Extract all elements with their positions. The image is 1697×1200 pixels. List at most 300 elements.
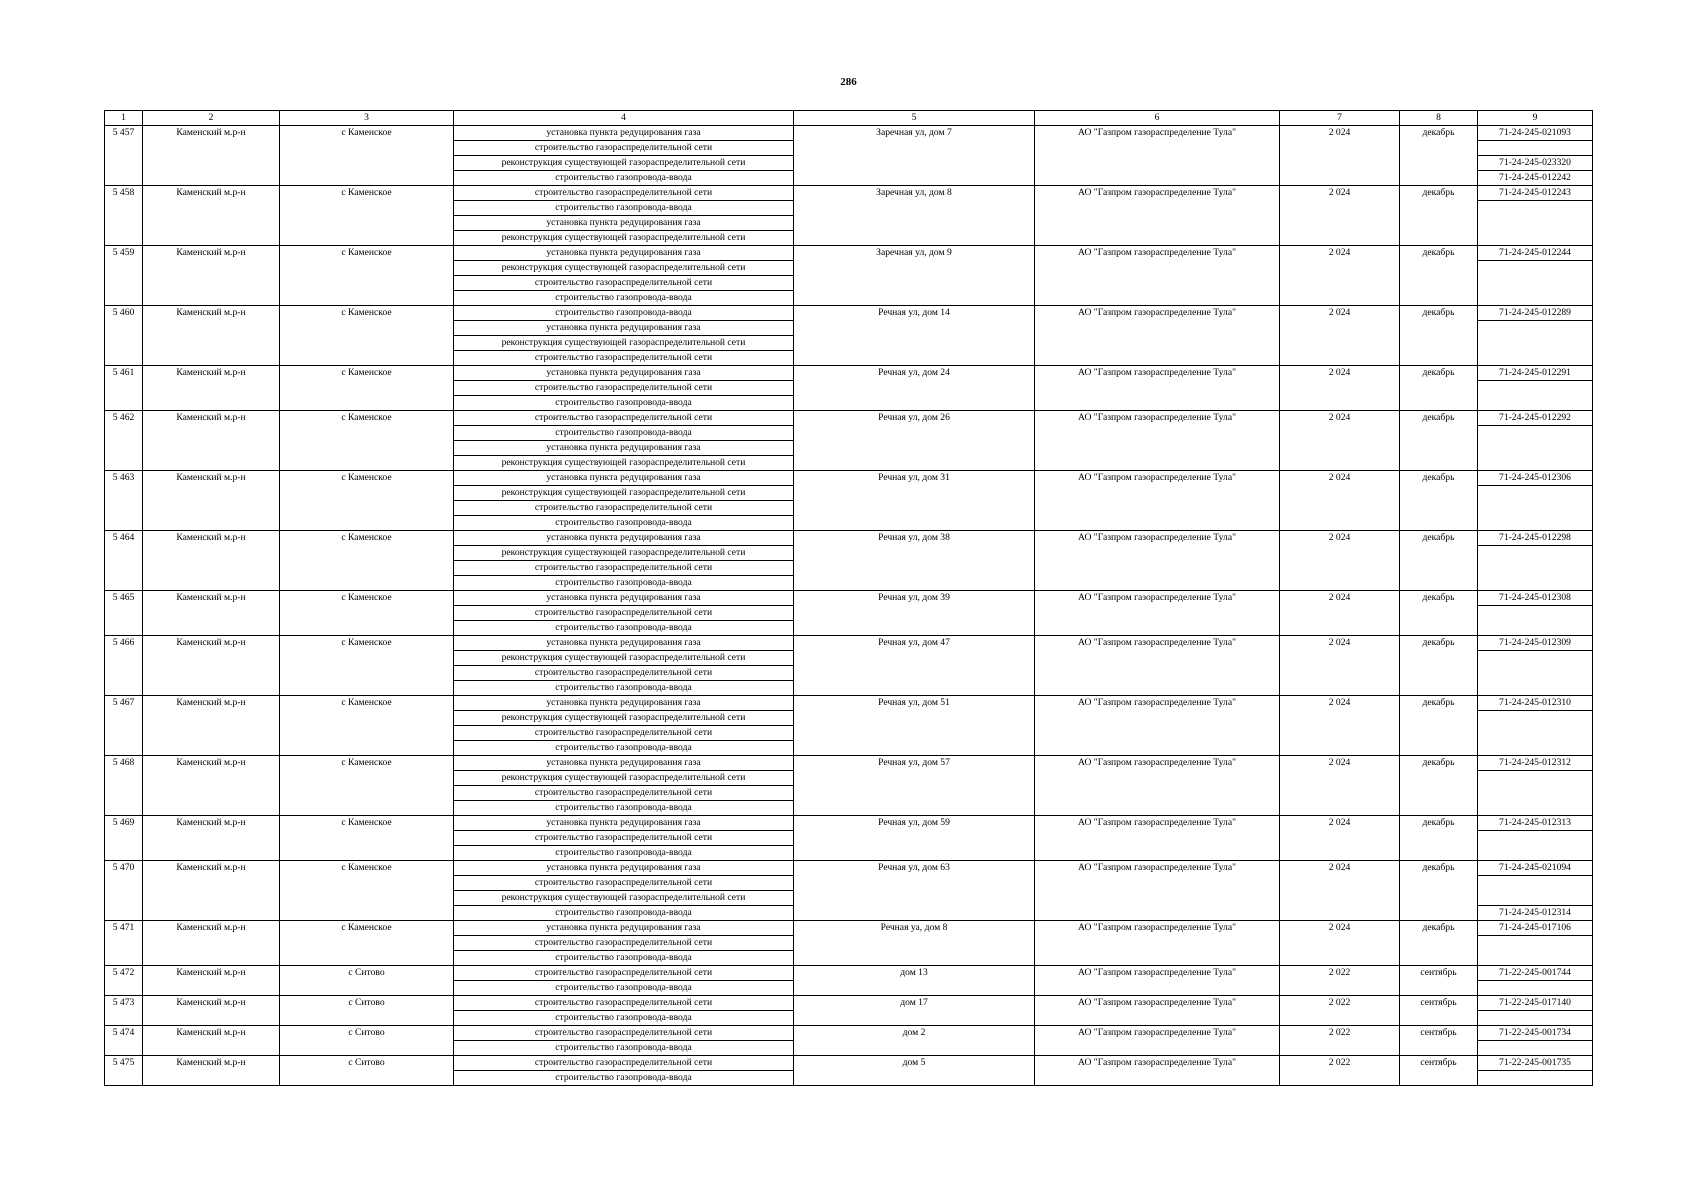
table-row-continuation xyxy=(105,576,1593,591)
application-code-cont xyxy=(1478,231,1593,246)
organization-cont xyxy=(1035,576,1280,591)
district: Каменский м.р-н xyxy=(143,966,280,981)
organization-cont xyxy=(1035,291,1280,306)
year-cont xyxy=(1280,381,1400,396)
district-cont xyxy=(143,906,280,921)
application-code: 71-24-245-012314 xyxy=(1478,906,1593,921)
district-cont xyxy=(143,726,280,741)
record-number-cont xyxy=(105,261,143,276)
settlement-cont xyxy=(280,216,454,231)
settlement-cont xyxy=(280,336,454,351)
district-cont xyxy=(143,486,280,501)
organization-cont xyxy=(1035,681,1280,696)
work-type: установка пункта редуцирования газа xyxy=(454,246,794,261)
organization-cont xyxy=(1035,381,1280,396)
work-type: реконструкция существующей газораспределительной сети xyxy=(454,546,794,561)
settlement-cont xyxy=(280,981,454,996)
month-cont xyxy=(1400,456,1478,471)
work-type: строительство газораспределительной сети xyxy=(454,966,794,981)
settlement-cont xyxy=(280,381,454,396)
year-cont xyxy=(1280,621,1400,636)
work-type: реконструкция существующей газораспределительной сети xyxy=(454,891,794,906)
table-row-continuation xyxy=(105,261,1593,276)
organization-cont xyxy=(1035,456,1280,471)
organization-cont xyxy=(1035,786,1280,801)
table-row xyxy=(105,921,1593,936)
record-number-cont xyxy=(105,456,143,471)
month-cont xyxy=(1400,831,1478,846)
record-number-cont xyxy=(105,891,143,906)
month-cont xyxy=(1400,906,1478,921)
month-cont xyxy=(1400,351,1478,366)
address-cont xyxy=(794,216,1035,231)
work-type: строительство газораспределительной сети xyxy=(454,996,794,1011)
record-number: 5 459 xyxy=(105,246,143,261)
year-cont xyxy=(1280,666,1400,681)
record-number-cont xyxy=(105,876,143,891)
record-number-cont xyxy=(105,291,143,306)
application-code: 71-24-245-012312 xyxy=(1478,756,1593,771)
table-row-continuation xyxy=(105,741,1593,756)
application-code-cont xyxy=(1478,426,1593,441)
address-cont xyxy=(794,891,1035,906)
application-code-cont xyxy=(1478,276,1593,291)
district: Каменский м.р-н xyxy=(143,246,280,261)
settlement-cont xyxy=(280,771,454,786)
record-number-cont xyxy=(105,381,143,396)
settlement-cont xyxy=(280,951,454,966)
application-code: 71-24-245-012298 xyxy=(1478,531,1593,546)
organization-cont xyxy=(1035,486,1280,501)
district-cont xyxy=(143,216,280,231)
application-code-cont xyxy=(1478,456,1593,471)
settlement: с Каменское xyxy=(280,306,454,321)
settlement: с Каменское xyxy=(280,186,454,201)
application-code-cont xyxy=(1478,651,1593,666)
district: Каменский м.р-н xyxy=(143,756,280,771)
application-code-cont xyxy=(1478,741,1593,756)
table-row-continuation xyxy=(105,426,1593,441)
work-type: строительство газораспределительной сети xyxy=(454,381,794,396)
table-row xyxy=(105,366,1593,381)
table-row-continuation xyxy=(105,681,1593,696)
address-cont xyxy=(794,831,1035,846)
organization: АО "Газпром газораспределение Тула" xyxy=(1035,186,1280,201)
table-row-continuation xyxy=(105,786,1593,801)
settlement-cont xyxy=(280,426,454,441)
table-row-continuation xyxy=(105,336,1593,351)
district-cont xyxy=(143,621,280,636)
district: Каменский м.р-н xyxy=(143,1056,280,1071)
settlement-cont xyxy=(280,1071,454,1086)
application-code-cont xyxy=(1478,321,1593,336)
table-row-continuation xyxy=(105,141,1593,156)
record-number-cont xyxy=(105,441,143,456)
work-type: строительство газопровода-ввода xyxy=(454,981,794,996)
organization: АО "Газпром газораспределение Тула" xyxy=(1035,966,1280,981)
address-cont xyxy=(794,681,1035,696)
table-row-continuation xyxy=(105,516,1593,531)
application-code-cont xyxy=(1478,216,1593,231)
record-number-cont xyxy=(105,846,143,861)
month-cont xyxy=(1400,276,1478,291)
application-code: 71-24-245-012313 xyxy=(1478,816,1593,831)
year-cont xyxy=(1280,291,1400,306)
month-cont xyxy=(1400,1041,1478,1056)
record-number-cont xyxy=(105,321,143,336)
work-type: строительство газопровода-ввода xyxy=(454,576,794,591)
record-number: 5 462 xyxy=(105,411,143,426)
organization-cont xyxy=(1035,711,1280,726)
year: 2 024 xyxy=(1280,921,1400,936)
application-code: 71-22-245-017140 xyxy=(1478,996,1593,1011)
district: Каменский м.р-н xyxy=(143,996,280,1011)
settlement-cont xyxy=(280,846,454,861)
work-type: строительство газораспределительной сети xyxy=(454,186,794,201)
month-cont xyxy=(1400,396,1478,411)
application-code: 71-24-245-012310 xyxy=(1478,696,1593,711)
address: Речная ул, дом 14 xyxy=(794,306,1035,321)
settlement: с Ситово xyxy=(280,996,454,1011)
district-cont xyxy=(143,171,280,186)
address: Речная ул, дом 57 xyxy=(794,756,1035,771)
work-type: строительство газопровода-ввода xyxy=(454,291,794,306)
address-cont xyxy=(794,906,1035,921)
district-cont xyxy=(143,501,280,516)
record-number-cont xyxy=(105,501,143,516)
organization-cont xyxy=(1035,336,1280,351)
district: Каменский м.р-н xyxy=(143,366,280,381)
year-cont xyxy=(1280,201,1400,216)
organization-cont xyxy=(1035,951,1280,966)
month-cont xyxy=(1400,381,1478,396)
settlement: с Каменское xyxy=(280,591,454,606)
settlement-cont xyxy=(280,666,454,681)
settlement-cont xyxy=(280,681,454,696)
organization-cont xyxy=(1035,321,1280,336)
organization-cont xyxy=(1035,726,1280,741)
organization: АО "Газпром газораспределение Тула" xyxy=(1035,591,1280,606)
district-cont xyxy=(143,561,280,576)
organization: АО "Газпром газораспределение Тула" xyxy=(1035,696,1280,711)
work-type: установка пункта редуцирования газа xyxy=(454,861,794,876)
address: Речная ул, дом 38 xyxy=(794,531,1035,546)
table-row xyxy=(105,1026,1593,1041)
application-code: 71-22-245-001734 xyxy=(1478,1026,1593,1041)
district: Каменский м.р-н xyxy=(143,186,280,201)
record-number-cont xyxy=(105,651,143,666)
organization-cont xyxy=(1035,1011,1280,1026)
organization-cont xyxy=(1035,771,1280,786)
year-cont xyxy=(1280,261,1400,276)
settlement-cont xyxy=(280,876,454,891)
address-cont xyxy=(794,741,1035,756)
month-cont xyxy=(1400,321,1478,336)
record-number-cont xyxy=(105,426,143,441)
district: Каменский м.р-н xyxy=(143,861,280,876)
organization: АО "Газпром газораспределение Тула" xyxy=(1035,861,1280,876)
application-code-cont xyxy=(1478,711,1593,726)
year: 2 024 xyxy=(1280,816,1400,831)
year: 2 024 xyxy=(1280,126,1400,141)
application-code: 71-24-245-012306 xyxy=(1478,471,1593,486)
address-cont xyxy=(794,1041,1035,1056)
district: Каменский м.р-н xyxy=(143,636,280,651)
month-cont xyxy=(1400,621,1478,636)
year-cont xyxy=(1280,351,1400,366)
organization-cont xyxy=(1035,546,1280,561)
application-code-cont xyxy=(1478,1041,1593,1056)
table-row xyxy=(105,246,1593,261)
work-type: строительство газораспределительной сети xyxy=(454,936,794,951)
record-number-cont xyxy=(105,801,143,816)
address-cont xyxy=(794,501,1035,516)
address: дом 5 xyxy=(794,1056,1035,1071)
work-type: строительство газопровода-ввода xyxy=(454,306,794,321)
year-cont xyxy=(1280,336,1400,351)
column-header: 8 xyxy=(1400,111,1478,126)
address-cont xyxy=(794,576,1035,591)
address: Заречная ул, дом 9 xyxy=(794,246,1035,261)
year-cont xyxy=(1280,216,1400,231)
table-row-continuation xyxy=(105,486,1593,501)
year-cont xyxy=(1280,741,1400,756)
organization: АО "Газпром газораспределение Тула" xyxy=(1035,1026,1280,1041)
work-type: реконструкция существующей газораспределительной сети xyxy=(454,456,794,471)
address-cont xyxy=(794,171,1035,186)
record-number-cont xyxy=(105,276,143,291)
work-type: строительство газопровода-ввода xyxy=(454,1041,794,1056)
address: Речная ул, дом 31 xyxy=(794,471,1035,486)
year-cont xyxy=(1280,726,1400,741)
district: Каменский м.р-н xyxy=(143,591,280,606)
month-cont xyxy=(1400,426,1478,441)
application-code-cont xyxy=(1478,726,1593,741)
organization-cont xyxy=(1035,156,1280,171)
address-cont xyxy=(794,381,1035,396)
table-row-continuation xyxy=(105,846,1593,861)
month-cont xyxy=(1400,516,1478,531)
settlement: с Каменское xyxy=(280,696,454,711)
work-type: установка пункта редуцирования газа xyxy=(454,441,794,456)
table-row xyxy=(105,636,1593,651)
organization-cont xyxy=(1035,216,1280,231)
address: дом 13 xyxy=(794,966,1035,981)
district-cont xyxy=(143,441,280,456)
district-cont xyxy=(143,336,280,351)
address-cont xyxy=(794,1011,1035,1026)
table-row-continuation xyxy=(105,201,1593,216)
settlement: с Каменское xyxy=(280,126,454,141)
district-cont xyxy=(143,576,280,591)
district-cont xyxy=(143,651,280,666)
district-cont xyxy=(143,546,280,561)
table-row xyxy=(105,411,1593,426)
settlement-cont xyxy=(280,261,454,276)
district-cont xyxy=(143,381,280,396)
month-cont xyxy=(1400,936,1478,951)
work-type: строительство газопровода-ввода xyxy=(454,516,794,531)
year-cont xyxy=(1280,426,1400,441)
settlement-cont xyxy=(280,141,454,156)
month: сентябрь xyxy=(1400,1026,1478,1041)
settlement-cont xyxy=(280,936,454,951)
district: Каменский м.р-н xyxy=(143,1026,280,1041)
organization-cont xyxy=(1035,801,1280,816)
application-code-cont xyxy=(1478,351,1593,366)
address-cont xyxy=(794,441,1035,456)
work-type: строительство газопровода-ввода xyxy=(454,621,794,636)
year-cont xyxy=(1280,1071,1400,1086)
month-cont xyxy=(1400,546,1478,561)
address-cont xyxy=(794,876,1035,891)
table-row-continuation xyxy=(105,546,1593,561)
year: 2 024 xyxy=(1280,246,1400,261)
work-type: строительство газораспределительной сети xyxy=(454,606,794,621)
month: декабрь xyxy=(1400,921,1478,936)
work-type: реконструкция существующей газораспределительной сети xyxy=(454,261,794,276)
table-row-continuation xyxy=(105,381,1593,396)
settlement-cont xyxy=(280,171,454,186)
address-cont xyxy=(794,561,1035,576)
record-number-cont xyxy=(105,561,143,576)
year: 2 024 xyxy=(1280,636,1400,651)
work-type: реконструкция существующей газораспределительной сети xyxy=(454,336,794,351)
record-number-cont xyxy=(105,786,143,801)
address-cont xyxy=(794,156,1035,171)
record-number-cont xyxy=(105,906,143,921)
application-code-cont xyxy=(1478,621,1593,636)
record-number-cont xyxy=(105,666,143,681)
address-cont xyxy=(794,336,1035,351)
record-number: 5 458 xyxy=(105,186,143,201)
application-code: 71-24-245-012292 xyxy=(1478,411,1593,426)
settlement: с Каменское xyxy=(280,861,454,876)
application-code-cont xyxy=(1478,576,1593,591)
record-number-cont xyxy=(105,1011,143,1026)
organization-cont xyxy=(1035,1041,1280,1056)
month: декабрь xyxy=(1400,126,1478,141)
table-row-continuation xyxy=(105,666,1593,681)
application-code-cont xyxy=(1478,876,1593,891)
application-code-cont xyxy=(1478,666,1593,681)
settlement-cont xyxy=(280,651,454,666)
record-number-cont xyxy=(105,141,143,156)
year-cont xyxy=(1280,876,1400,891)
year-cont xyxy=(1280,606,1400,621)
year-cont xyxy=(1280,276,1400,291)
work-type: установка пункта редуцирования газа xyxy=(454,696,794,711)
month: декабрь xyxy=(1400,246,1478,261)
table-row xyxy=(105,1056,1593,1071)
year-cont xyxy=(1280,651,1400,666)
record-number-cont xyxy=(105,231,143,246)
work-type: строительство газопровода-ввода xyxy=(454,396,794,411)
organization: АО "Газпром газораспределение Тула" xyxy=(1035,531,1280,546)
application-code-cont xyxy=(1478,1011,1593,1026)
record-number: 5 469 xyxy=(105,816,143,831)
organization: АО "Газпром газораспределение Тула" xyxy=(1035,996,1280,1011)
month-cont xyxy=(1400,336,1478,351)
district-cont xyxy=(143,1041,280,1056)
settlement-cont xyxy=(280,486,454,501)
district-cont xyxy=(143,426,280,441)
record-number: 5 466 xyxy=(105,636,143,651)
table-row-continuation xyxy=(105,606,1593,621)
month: декабрь xyxy=(1400,186,1478,201)
year-cont xyxy=(1280,576,1400,591)
settlement-cont xyxy=(280,546,454,561)
table-row-continuation xyxy=(105,456,1593,471)
organization: АО "Газпром газораспределение Тула" xyxy=(1035,636,1280,651)
table-row-continuation xyxy=(105,276,1593,291)
record-number-cont xyxy=(105,396,143,411)
work-type: установка пункта редуцирования газа xyxy=(454,636,794,651)
table-row-continuation xyxy=(105,501,1593,516)
year-cont xyxy=(1280,561,1400,576)
settlement-cont xyxy=(280,156,454,171)
work-type: установка пункта редуцирования газа xyxy=(454,531,794,546)
organization-cont xyxy=(1035,231,1280,246)
application-code-cont xyxy=(1478,501,1593,516)
month-cont xyxy=(1400,651,1478,666)
table-row-continuation xyxy=(105,291,1593,306)
district-cont xyxy=(143,711,280,726)
settlement-cont xyxy=(280,291,454,306)
settlement-cont xyxy=(280,891,454,906)
month-cont xyxy=(1400,726,1478,741)
work-type: реконструкция существующей газораспределительной сети xyxy=(454,711,794,726)
organization-cont xyxy=(1035,846,1280,861)
district-cont xyxy=(143,891,280,906)
district-cont xyxy=(143,606,280,621)
application-code: 71-24-245-012291 xyxy=(1478,366,1593,381)
address-cont xyxy=(794,516,1035,531)
organization: АО "Газпром газораспределение Тула" xyxy=(1035,411,1280,426)
column-header: 6 xyxy=(1035,111,1280,126)
application-code-cont xyxy=(1478,801,1593,816)
address-cont xyxy=(794,786,1035,801)
month-cont xyxy=(1400,501,1478,516)
district-cont xyxy=(143,801,280,816)
address-cont xyxy=(794,426,1035,441)
organization: АО "Газпром газораспределение Тула" xyxy=(1035,756,1280,771)
district-cont xyxy=(143,846,280,861)
month-cont xyxy=(1400,951,1478,966)
month-cont xyxy=(1400,216,1478,231)
table-row-continuation xyxy=(105,1071,1593,1086)
record-number-cont xyxy=(105,726,143,741)
work-type: реконструкция существующей газораспределительной сети xyxy=(454,486,794,501)
record-number: 5 471 xyxy=(105,921,143,936)
month-cont xyxy=(1400,981,1478,996)
table-row-continuation xyxy=(105,1011,1593,1026)
settlement: с Каменское xyxy=(280,531,454,546)
year-cont xyxy=(1280,786,1400,801)
year-cont xyxy=(1280,846,1400,861)
record-number-cont xyxy=(105,1071,143,1086)
settlement-cont xyxy=(280,606,454,621)
record-number-cont xyxy=(105,336,143,351)
work-type: строительство газораспределительной сети xyxy=(454,786,794,801)
work-type: строительство газопровода-ввода xyxy=(454,426,794,441)
application-code-cont xyxy=(1478,561,1593,576)
application-code: 71-22-245-001744 xyxy=(1478,966,1593,981)
organization-cont xyxy=(1035,426,1280,441)
district-cont xyxy=(143,276,280,291)
district: Каменский м.р-н xyxy=(143,816,280,831)
organization: АО "Газпром газораспределение Тула" xyxy=(1035,1056,1280,1071)
